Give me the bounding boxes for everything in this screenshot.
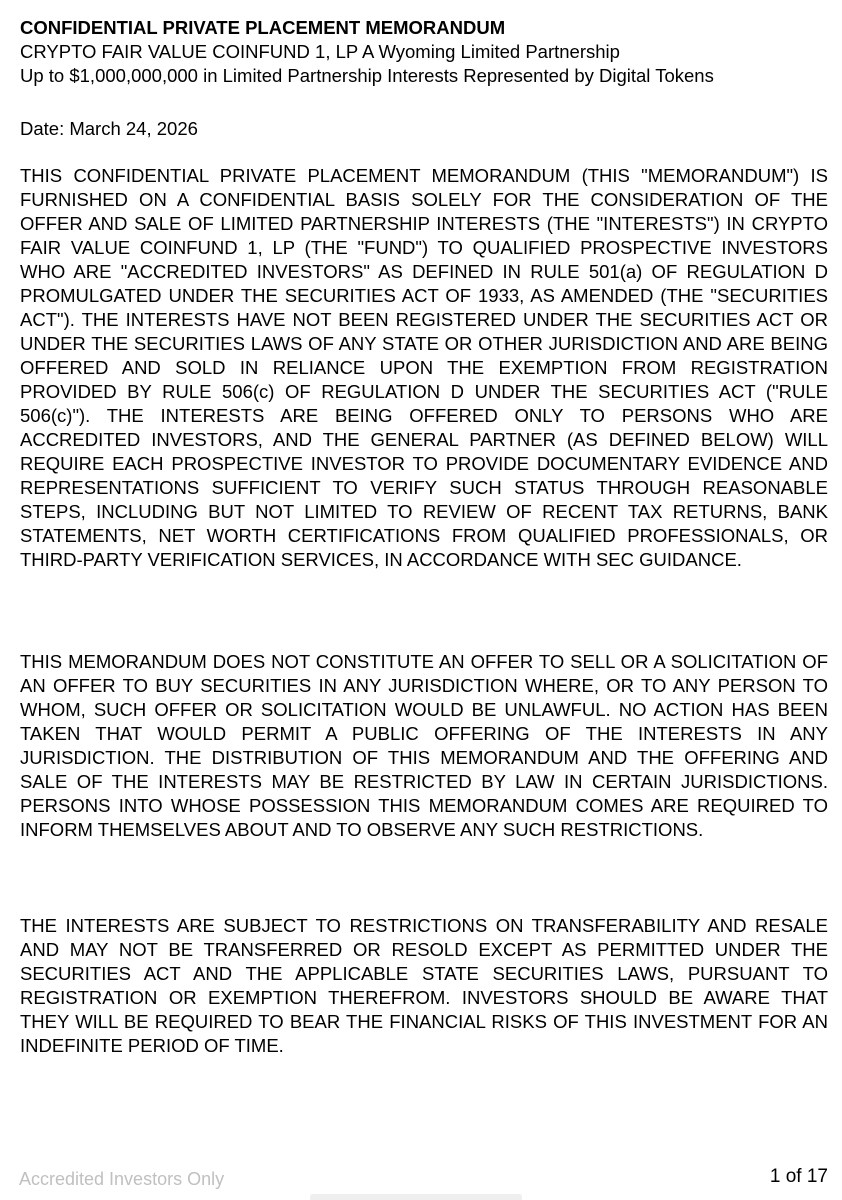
document-date: Date: March 24, 2026 [20,118,198,139]
viewer-bottom-handle [310,1194,522,1200]
document-title: CONFIDENTIAL PRIVATE PLACEMENT MEMORANDUM [20,17,506,38]
footer-notice: Accredited Investors Only [19,1169,225,1189]
offering-size-subtitle: Up to $1,000,000,000 in Limited Partnership Interests Represented by Digital Tokens [20,65,714,86]
page-indicator: 1 of 17 [769,1166,828,1187]
paragraph-no-offer: THIS MEMORANDUM DOES NOT CONSTITUTE AN OFFER TO SELL OR A SOLICITATION OF AN OFFER TO BUY SECURITIES IN ANY JURISDICTION WHERE, OR TO ANY PERSON TO WHOM, SUCH OFFER OR SOLICITATION WOULD BE UNLAWFUL. NO ACTION HAS BEEN TAKEN THAT WOULD PERMIT A PUBLIC OFFERING OF THE INTERESTS IN ANY JURISDICTION. THE DISTRIBUTION OF THIS MEMORANDUM AND THE OFFERING AND SALE OF THE INTERESTS MAY BE RESTRICTED BY LAW IN CERTAIN JURISDICTIONS. PERSONS INTO WHOSE POSSESSION THIS MEMORANDUM COMES ARE REQUIRED TO INFORM THEMSELVES ABOUT AND TO OBSERVE ANY SUCH RESTRICTIONS. [20,651,828,840]
paragraph-confidentiality: THIS CONFIDENTIAL PRIVATE PLACEMENT MEMORANDUM (THIS "MEMORANDUM") IS FURNISHED ON A CONFIDENTIAL BASIS SOLELY FOR THE CONSIDERATION OF THE OFFER AND SALE OF LIMITED PARTNERSHIP INTERESTS (THE "INTERESTS") IN CRYPTO FAIR VALUE COINFUND 1, LP (THE "FUND") TO QUALIFIED PROSPECTIVE INVESTORS WHO ARE "ACCREDITED INVESTORS" AS DEFINED IN RULE 501(a) OF REGULATION D PROMULGATED UNDER THE SECURITIES ACT OF 1933, AS AMENDED (THE "SECURITIES ACT"). THE INTERESTS HAVE NOT BEEN REGISTERED UNDER THE SECURITIES ACT OR UNDER THE SECURITIES LAWS OF ANY STATE OR OTHER JURISDICTION AND ARE BEING OFFERED AND SOLD IN RELIANCE UPON THE EXEMPTION FROM REGISTRATION PROVIDED BY RULE 506(c) OF REGULATION D UNDER THE SECURITIES ACT ("RULE 506(c)"). THE INTERESTS ARE BEING OFFERED ONLY TO PERSONS WHO ARE ACCREDITED INVESTORS, AND THE GENERAL PARTNER (AS DEFINED BELOW) WILL REQUIRE EACH PROSPECTIVE INVESTOR TO PROVIDE DOCUMENTARY EVIDENCE AND REPRESENTATIONS SUFFICIENT TO VERIFY SUCH STATUS THROUGH REASONABLE STEPS, INCLUDING BUT NOT LIMITED TO REVIEW OF RECENT TAX RETURNS, BANK STATEMENTS, NET WORTH CERTIFICATIONS FROM QUALIFIED PROFESSIONALS, OR THIRD-PARTY VERIFICATION SERVICES, IN ACCORDANCE WITH SEC GUIDANCE. [20,165,828,570]
document-header [20,16,825,88]
paragraph-transfer-restrictions: THE INTERESTS ARE SUBJECT TO RESTRICTIONS ON TRANSFERABILITY AND RESALE AND MAY NOT BE TRANSFERRED OR RESOLD EXCEPT AS PERMITTED UNDER THE SECURITIES ACT AND THE APPLICABLE STATE SECURITIES LAWS, PURSUANT TO REGISTRATION OR EXEMPTION THEREFROM. INVESTORS SHOULD BE AWARE THAT THEY WILL BE REQUIRED TO BEAR THE FINANCIAL RISKS OF THIS INVESTMENT FOR AN INDEFINITE PERIOD OF TIME. [20,915,828,1056]
fund-name-subtitle: CRYPTO FAIR VALUE COINFUND 1, LP A Wyoming Limited Partnership [20,41,620,62]
